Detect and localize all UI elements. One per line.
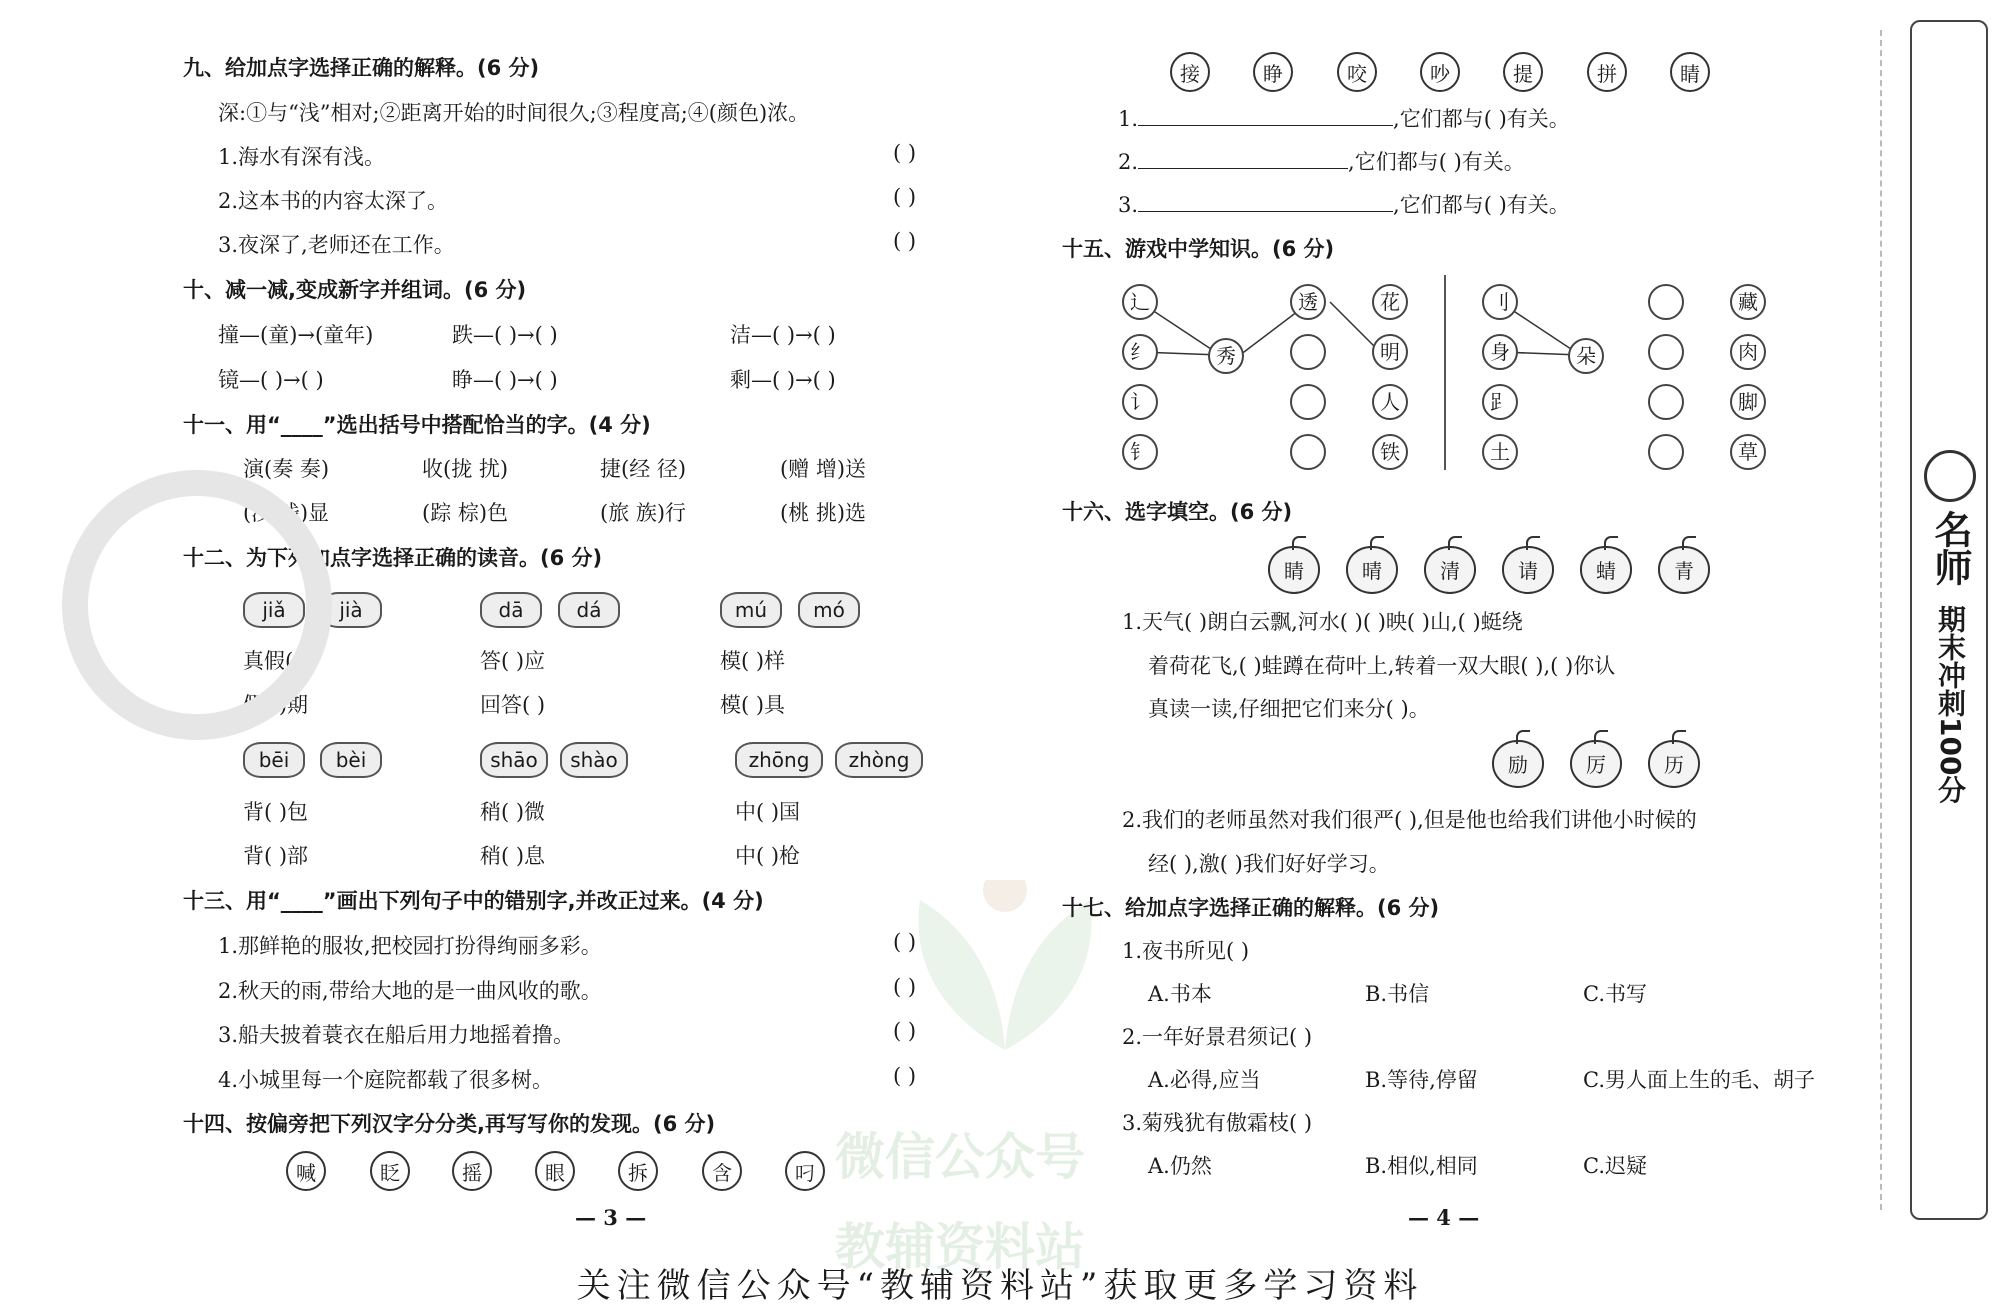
q16-sentence-1a[interactable]: 1.天气( )朗白云飘,河水( )( )映( )山,( )蜓绕 [1122, 610, 1523, 634]
q13-item-3: 3.船夫披着蓑衣在船后用力地摇着撸。 [218, 1023, 575, 1047]
q9-title: 九、给加点字选择正确的解释。(6 分) [183, 56, 540, 80]
pinyin-option: jiǎ [243, 592, 305, 628]
char-circle: 叼 [785, 1151, 825, 1191]
apple-char: 励 [1492, 740, 1544, 788]
word-circle: 脚 [1730, 384, 1766, 420]
char-circle: 提 [1503, 52, 1543, 92]
q17-option-b[interactable]: B.相似,相同 [1365, 1154, 1478, 1178]
radical-circle: 纟 [1122, 334, 1158, 370]
q14-line-2-text: ,它们都与( )有关。 [1348, 150, 1525, 174]
pinyin-option: jià [320, 592, 382, 628]
q11-item-6[interactable]: (踪 棕)色 [422, 501, 509, 525]
q12-word[interactable]: 真假( ) [243, 649, 309, 673]
answer-circle[interactable]: 透 [1290, 284, 1326, 320]
q12-word[interactable]: 中( )国 [735, 800, 801, 824]
q13-item-1: 1.那鲜艳的服妆,把校园打扮得绚丽多彩。 [218, 934, 602, 958]
q17-option-c[interactable]: C.迟疑 [1583, 1154, 1647, 1178]
q11-title: 十一、用“____”选出括号中搭配恰当的字。(4 分) [183, 413, 651, 437]
q9-answer-2[interactable]: ( ) [893, 185, 917, 209]
word-circle: 花 [1372, 284, 1408, 320]
answer-circle[interactable] [1290, 434, 1326, 470]
q17-question-2[interactable]: 2.一年好景君须记( ) [1122, 1025, 1313, 1049]
pinyin-option: zhòng [835, 742, 923, 778]
char-circle: 喊 [286, 1151, 326, 1191]
char-circle: 睛 [1670, 52, 1710, 92]
q15-connection-lines [1110, 275, 1790, 475]
pinyin-option: mó [798, 592, 860, 628]
apple-char: 青 [1658, 546, 1710, 594]
q17-option-c[interactable]: C.男人面上生的毛、胡子 [1583, 1068, 1815, 1092]
pinyin-option: bēi [243, 742, 305, 778]
q14-line-2[interactable]: 2. ,它们都与( )有关。 [1118, 150, 1525, 174]
word-circle: 草 [1730, 434, 1766, 470]
char-circle: 眨 [370, 1151, 410, 1191]
seal-watermark [62, 470, 332, 740]
char-circle: 睁 [1253, 52, 1293, 92]
radical-circle: 钅 [1122, 434, 1158, 470]
word-circle: 藏 [1730, 284, 1766, 320]
pinyin-option: shāo [480, 742, 548, 778]
answer-circle[interactable] [1648, 434, 1684, 470]
radical-circle: 讠 [1122, 384, 1158, 420]
word-circle: 人 [1372, 384, 1408, 420]
q9-item-3: 3.夜深了,老师还在工作。 [218, 233, 455, 257]
pinyin-option: mú [720, 592, 782, 628]
pinyin-option: shào [560, 742, 628, 778]
page-number-right: — 4 — [1408, 1205, 1480, 1230]
char-circle: 拼 [1587, 52, 1627, 92]
q17-option-a[interactable]: A.书本 [1148, 982, 1212, 1006]
brand-logo-icon [1924, 450, 1976, 502]
q17-option-b[interactable]: B.等待,停留 [1365, 1068, 1478, 1092]
q13-answer-4[interactable]: ( ) [893, 1064, 917, 1088]
q14-title: 十四、按偏旁把下列汉字分分类,再写写你的发现。(6 分) [183, 1112, 716, 1136]
q12-word[interactable]: 中( )枪 [735, 844, 801, 868]
q12-word[interactable]: 背( )部 [243, 844, 309, 868]
answer-circle[interactable] [1290, 334, 1326, 370]
q11-item-2[interactable]: 收(拢 扰) [422, 457, 509, 481]
char-circle: 摇 [452, 1151, 492, 1191]
q14-line-3[interactable]: 3. ,它们都与( )有关。 [1118, 193, 1570, 217]
radical-circle: 辶 [1122, 284, 1158, 320]
center-char-circle: 朵 [1568, 338, 1604, 374]
char-circle: 含 [702, 1151, 742, 1191]
brand-name: 名师 [1928, 510, 1972, 586]
q10-item-6[interactable]: 剩—( )→( ) [730, 368, 836, 392]
q11-item-8[interactable]: (桃 挑)选 [780, 501, 867, 525]
q16-sentence-1b[interactable]: 着荷花飞,( )蛙蹲在荷叶上,转着一双大眼( ),( )你认 [1148, 654, 1616, 678]
q13-answer-2[interactable]: ( ) [893, 975, 917, 999]
apple-char: 晴 [1346, 546, 1398, 594]
q10-item-3[interactable]: 洁—( )→( ) [730, 323, 836, 347]
apple-char: 历 [1648, 740, 1700, 788]
q9-answer-1[interactable]: ( ) [893, 141, 917, 165]
q15-title: 十五、游戏中学知识。(6 分) [1062, 237, 1335, 261]
binding-line [1880, 30, 1882, 1210]
pinyin-option: dā [480, 592, 542, 628]
apple-char: 厉 [1570, 740, 1622, 788]
radical-circle: 刂 [1482, 284, 1518, 320]
q17-option-a[interactable]: A.必得,应当 [1148, 1068, 1261, 1092]
answer-circle[interactable] [1648, 334, 1684, 370]
q9-item-2: 2.这本书的内容太深了。 [218, 189, 449, 213]
q12-word[interactable]: 答( )应 [480, 649, 546, 673]
q12-word[interactable]: 回答( ) [480, 693, 546, 717]
radical-circle: 土 [1482, 434, 1518, 470]
q10-item-5[interactable]: 睁—( )→( ) [452, 368, 558, 392]
q11-item-1[interactable]: 演(奏 奏) [243, 457, 330, 481]
q9-definition: 深:①与“浅”相对;②距离开始的时间很久;③程度高;④(颜色)浓。 [218, 101, 810, 125]
q13-item-2: 2.秋天的雨,带给大地的是一曲风收的歌。 [218, 979, 602, 1003]
answer-circle[interactable] [1290, 384, 1326, 420]
radical-circle: 𧾷 [1482, 384, 1518, 420]
q10-item-1[interactable]: 撞—(童)→(童年) [218, 323, 374, 347]
char-circle: 咬 [1337, 52, 1377, 92]
word-circle: 肉 [1730, 334, 1766, 370]
q12-word[interactable]: 模( )具 [720, 693, 786, 717]
watermark-line-1: 微信公众号 [835, 1128, 1085, 1186]
q12-word[interactable]: 模( )样 [720, 649, 786, 673]
answer-circle[interactable] [1648, 384, 1684, 420]
word-circle: 明 [1372, 334, 1408, 370]
apple-char: 请 [1502, 546, 1554, 594]
q9-item-1: 1.海水有深有浅。 [218, 145, 386, 169]
q14-line-3-text: ,它们都与( )有关。 [1393, 193, 1570, 217]
center-char-circle: 秀 [1208, 338, 1244, 374]
q16-sentence-1c[interactable]: 真读一读,仔细把它们来分( )。 [1148, 697, 1430, 721]
answer-circle[interactable] [1648, 284, 1684, 320]
pinyin-option: dá [558, 592, 620, 628]
q13-answer-1[interactable]: ( ) [893, 930, 917, 954]
char-circle: 吵 [1420, 52, 1460, 92]
footer-text: 关注微信公众号“教辅资料站”获取更多学习资料 [576, 1266, 1424, 1306]
q11-item-3[interactable]: 捷(经 径) [600, 457, 687, 481]
q16-title: 十六、选字填空。(6 分) [1062, 500, 1293, 524]
apple-char: 清 [1424, 546, 1476, 594]
q14-line-1-text: ,它们都与( )有关。 [1393, 107, 1570, 131]
q17-question-1[interactable]: 1.夜书所见( ) [1122, 939, 1250, 963]
q12-word[interactable]: 稍( )微 [480, 800, 546, 824]
q12-word[interactable]: 假( )期 [243, 693, 309, 717]
q17-option-c[interactable]: C.书写 [1583, 982, 1647, 1006]
char-circle: 拆 [618, 1151, 658, 1191]
q17-option-a[interactable]: A.仍然 [1148, 1154, 1212, 1178]
apple-char: 蜻 [1580, 546, 1632, 594]
q10-item-2[interactable]: 跌—( )→( ) [452, 323, 558, 347]
q11-item-4[interactable]: (赠 增)送 [780, 457, 867, 481]
pinyin-option: zhōng [735, 742, 823, 778]
word-circle: 铁 [1372, 434, 1408, 470]
q12-title: 十二、为下列加点字选择正确的读音。(6 分) [183, 546, 603, 570]
q17-title: 十七、给加点字选择正确的解释。(6 分) [1062, 896, 1440, 920]
page-number-left: — 3 — [575, 1205, 647, 1230]
q13-answer-3[interactable]: ( ) [893, 1019, 917, 1043]
q10-item-4[interactable]: 镜—( )→( ) [218, 368, 324, 392]
q16-sentence-2b[interactable]: 经( ),激( )我们好好学习。 [1148, 852, 1390, 876]
char-circle: 接 [1170, 52, 1210, 92]
q9-answer-3[interactable]: ( ) [893, 229, 917, 253]
q14-line-1[interactable]: 1. ,它们都与( )有关。 [1118, 107, 1570, 131]
q13-title: 十三、用“____”画出下列句子中的错别字,并改正过来。(4 分) [183, 889, 764, 913]
q11-item-5[interactable]: (浅 钱)显 [243, 501, 330, 525]
q13-item-4: 4.小城里每一个庭院都载了很多树。 [218, 1068, 554, 1092]
q17-question-3[interactable]: 3.菊残犹有傲霜枝( ) [1122, 1111, 1313, 1135]
watermark-line-2: 教辅资料站 [835, 1218, 1085, 1276]
q16-sentence-2a[interactable]: 2.我们的老师虽然对我们很严( ),但是他也给我们讲他小时候的 [1122, 808, 1697, 832]
radical-circle: 身 [1482, 334, 1518, 370]
q12-word[interactable]: 稍( )息 [480, 844, 546, 868]
pinyin-option: bèi [320, 742, 382, 778]
series-title: 期末冲刺100分 [1934, 605, 1967, 804]
char-circle: 眼 [535, 1151, 575, 1191]
q12-word[interactable]: 背( )包 [243, 800, 309, 824]
q11-item-7[interactable]: (旅 族)行 [600, 501, 687, 525]
q17-option-b[interactable]: B.书信 [1365, 982, 1430, 1006]
apple-char: 睛 [1268, 546, 1320, 594]
q10-title: 十、减一减,变成新字并组词。(6 分) [183, 278, 527, 302]
